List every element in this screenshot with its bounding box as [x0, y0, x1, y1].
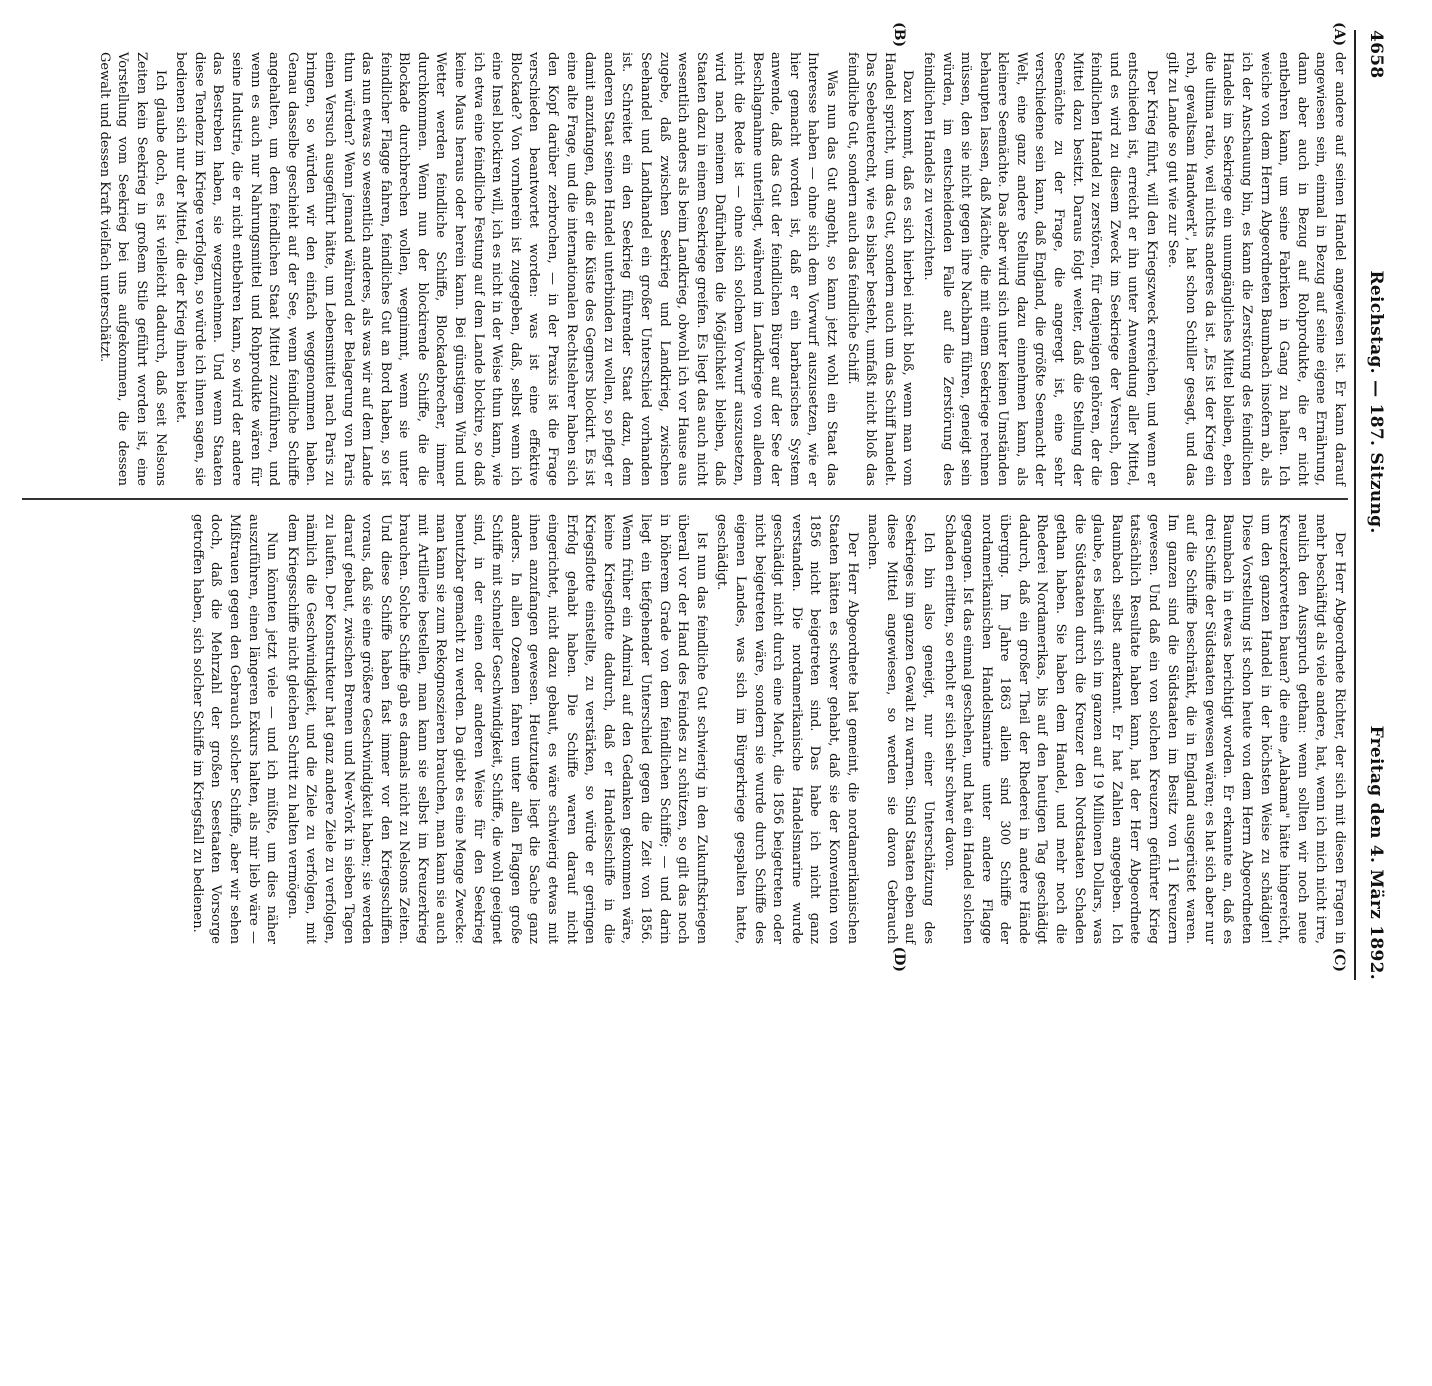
left-column	[22, 18, 1348, 498]
paragraph: Der Krieg führt, will den Kriegszweck erreichen, und wenn er entschieden ist, erreicht er ihn unter Anwendung aller Mittel, und es wird zu diesem Zweck im Seekriege der Versuch, den feindlichen Handel zu zerstören, für denjenigen gehören, der die Mittel dazu besitzt. Daraus folgt weiter, daß die Stellung der Seemächte zu der Frage, die angeregt ist, eine sehr verschiedene sein kann, daß England, die größte Seemacht der Welt, eine ganz andere Stellung dazu einnehmen kann, als kleinere Seemächte. Das aber wird sich unter keinen Umständen behaupten lassen, daß Mächte, die mit einem Seekriege rechnen müssen, den sie nicht gegen ihre Nachbarn führen, geneigt sein würden, im entscheidenden Falle auf die Zerstörung des feindlichen Handels zu verzichten.	[920, 52, 1160, 486]
margin-mark-b: (B)	[891, 22, 907, 48]
page-number: 4658	[1366, 30, 1386, 79]
margin-mark-a: (A)	[1331, 22, 1347, 47]
page-header	[1354, 30, 1386, 980]
session-title: Reichstag. — 187. Sitzung.	[1366, 270, 1386, 534]
text-columns	[22, 18, 1348, 978]
paragraph: Ich bin also geneigt, nur einer Unterschätzung des Seekrieges im ganzen Gewalt zu warnen. Sind Staaten eben auf diese Mittel angewiesen, so werden sie davon Gebrauch machen.	[865, 514, 936, 944]
margin-mark-c: (C)	[1331, 947, 1347, 972]
digitization-credit	[0, 0, 22, 1000]
paragraph: Dazu kommt, daß es sich hierbei nicht bloß, wenn man vom Handel spricht, um das Gut, sondern auch um das Schiff handelt. Das Seebeuterecht, wie es bisher besteht, umfaßt nicht bloß das feindliche Gut, sondern auch das feindliche Schiff.	[844, 52, 916, 486]
paragraph: Der Herr Abgeordnete Richter, der sich mit diesen Fragen in mehr beschäftigt als viele andere, hat, wenn ich mich nicht irre, neulich den Ausspruch gethan: wenn sollten wir noch neue Kreuzerkorvetten bauen? die eine „Alabama" hätte hingereicht, um den ganzen Handel in der höchsten Weise zu schädigen! Diese Vorstellung ist schon heute von dem Herrn Abgeordneten Baumbach in etwas berichtigt worden. Er erkannte an, daß es drei Schiffe der Südstaaten gewesen wären; es hat sich aber nur auf die Schiffe beschränkt, die in England ausgerüstet waren. Im ganzen sind die Südstaaten im Besitz von 11 Kreuzern gewesen. Und daß ein von solchen Kreuzern geführter Krieg tatsächlich Resultate haben kann, hat der Herr Abgeordnete Baumbach selbst anerkannt. Er hat Zahlen angegeben. Ich glaube, es beläuft sich im ganzen auf 19 Millionen Dollars, was die Südstaaten durch die Kreuzer den Nordstaaten Schaden gethan haben. Sie haben dem Handel, und mehr noch die Rhederei Nordamerikas, bis auf den heutigen Tag geschädigt dadurch, daß ein großer Theil der Rhederei in andere Hände überging. Im Jahre 1863 allein sind 300 Schiffe der nordamerikanischen Handelsmarine unter andere Flagge gegangen. Ist das einmal geschehen, und hat ein Handel solchen Schaden erlitten, so erholt er sich sehr schwer davon.	[941, 514, 1347, 944]
paragraph: Ich glaube doch, es ist vielleicht dadurch, daß seit Nelsons Zeiten kein Seekrieg in großem Stile geführt worden ist, eine Vorstellung vom Seekrieg bei uns aufgekommen, die dessen Gewalt und dessen Kraft vielfach unterschätzt.	[96, 52, 168, 486]
session-date: Freitag den 4. März 1892.	[1366, 725, 1386, 980]
paragraph: Der Herr Abgeordnete hat gemeint, die nordamerikanischen Staaten hätten es schwer gehabt, daß sie der Konvention von 1856 nicht beigetreten sind. Das habe ich nicht ganz verstanden. Die nordamerikanische Handelsmarine wurde geschädigt nicht durch eine Macht, die 1856 beigetreten oder nicht beigetreten wäre, sondern sie wurde durch Schiffe des eigenen Landes, was sich im Bürgerkriege gespalten hatte, geschädigt.	[714, 514, 860, 944]
paragraph: der andere auf seinen Handel angewiesen ist. Er kann darauf angewiesen sein, einmal in Bezug auf seine eigene Ernährung, dann aber auch in Bezug auf Rohprodukte, die er nicht entbehren kann, um seine Fabriken in Gang zu halten. Ich weiche von dem Herrn Abgeordneten Baumbach insofern ab, als ich der Anschauung bin, es kann die Zerstörung des feindlichen Handels im Seekriege ein unumgängliches Mittel bleiben, eben die ultima ratio, weil nichts anderes da ist. „Es ist der Krieg ein roh, gewaltsam Handwerk", hat schon Schiller gesagt, und das gilt zu Lande so gut wie zur See.	[1164, 52, 1347, 486]
right-column	[22, 498, 1348, 978]
paragraph: Was nun das Gut angeht, so kann jetzt wohl ein Staat das Interesse haben — ohne sich dem Vorwurf auszusetzen, wie er hier gemacht worden ist, daß er ein barbarisches System anwende, daß das Gut der feindlichen Bürger auf der See der Beschlagnahme unterliegt, während im Landkriege von alledem nicht die Rede ist — ohne sich solchem Vorwurf auszusetzen, wird nach meinem Dafürhalten die Möglichkeit bleiben, daß Staaten dazu in einem Seekriege greifen. Es liegt das auch nicht wesentlich anders als beim Landkrieg, obwohl ich vor Hause aus zugebe, daß zwischen Seekrieg und Landkrieg, zwischen Seehandel und Landhandel ein großer Unterschied vorhanden ist. Schreitet ein den Seekrieg führender Staat dazu, dem anderen Staat seinen Handel unterbinden zu wollen, so pflegt er damit anzufangen, daß er die Küste des Gegners blockirt. Es ist eine alte Frage, und die internationalen Rechtslehrer haben sich den Kopf darüber zerbrochen, — in der Praxis ist die Frage verschieden beantwortet worden: was ist eine effektive Blockade? Von vornherein ist zugegeben, daß, selbst wenn ich eine Insel blockiren will, ich es nicht in der Weise thun kann, wie ich etwa eine feindliche Festung auf dem Lande blockire, so daß keine Maus heraus oder herein kann. Bei günstigem Wind und Wetter werden feindliche Schiffe, Blockadebrecher, immer durchkommen. Wenn nun der blockirende Schiffe, die die Blockade durchbrechen wollen, wegnimmt, wenn sie unter feindlicher Flagge fahren, feindliches Gut an Bord haben, so ist das nun etwas so wesentlich anderes, als was wir auf dem Lande thun würden? Wenn jemand während der Belagerung von Paris einen Versuch ausgeführt hätte, um Lebensmittel nach Paris zu bringen, so würden wir den einfach weggenommen haben. Genau dasselbe geschieht auf der See, wenn feindliche Schiffe angehalten, um dem feindlichen Staat Mittel zuzuführen, und wenn es auch nur Nahrungsmittel und Rohprodukte wären für seine Industrie, die er nicht entbehren kann, so wird der andere das Bestreben haben, sie wegzunehmen. Und wenn Staaten diese Tendenz im Kriege verfolgen, so würde ich ihnen sagen, sie bedienen sich nur der Mittel, die der Krieg ihnen bietet.	[173, 52, 839, 486]
paragraph: Ist nun das feindliche Gut schwierig in den Zukunftskriegen überall vor der Hand des Feindes zu schützen, so gilt das noch in höherem Grade von dem feindlichen Schiffe; — und darin liegt ein tiefgehender Unterschied gegen die Zeit von 1856. Wenn früher ein Admiral auf den Gedanken gekommen wäre, keine Kriegsflotte dadurch, daß er Handelsschiffe in die Kriegsflotte einstellte, zu verstärken, so würde er geringen Erfolg gehabt haben. Die Schiffe waren darauf nicht eingerichtet, nicht dazu gebaut, es wäre schwierig etwas mit ihnen anzufangen gewesen. Heutzutage liegt die Sache ganz anders. In allen Ozeanen fahren unter allen Flaggen große Schiffe mit schneller Geschwindigkeit, Schiffe, die wohl geeignet sind, in der einen oder anderen Weise für den Seekrieg benutzbar gemacht zu werden. Da giebt es eine Menge Zwecke: man kann sie zum Rekognoszieren brauchen, man kann sie auch mit Artillerie bestellen, man kann sie selbst im Kreuzerkrieg brauchen. Solche Schiffe gab es damals nicht zu Nelsons Zeiten. Und diese Schiffe haben fast immer vor den Kriegsschiffen voraus, daß sie eine größere Geschwindigkeit haben; sie werden darauf gebaut, zwischen Bremen und New-York in sieben Tagen zu laufen. Der Konstrukteur hat ganz andere Ziele zu verfolgen, nämlich die Geschwindigkeit, und die Ziele zu verfolgen, mit dem Kriegsschiffe nicht gleichen Schritt zu halten vermögen.	[284, 514, 709, 944]
paragraph: Nun könnten jetzt viele — und ich müßte, um dies näher auszuführen, einen längeren Exkurs halten, als mir lieb wäre — Mißtrauen gegen den Gebrauch solcher Schiffe, aber wir sehen doch, daß die Mehrzahl der großen Seestaaten Vorsorge getroffen haben, sich solcher Schiffe im Kriegsfall zu bedienen.	[189, 514, 280, 944]
margin-mark-d: (D)	[891, 946, 907, 972]
